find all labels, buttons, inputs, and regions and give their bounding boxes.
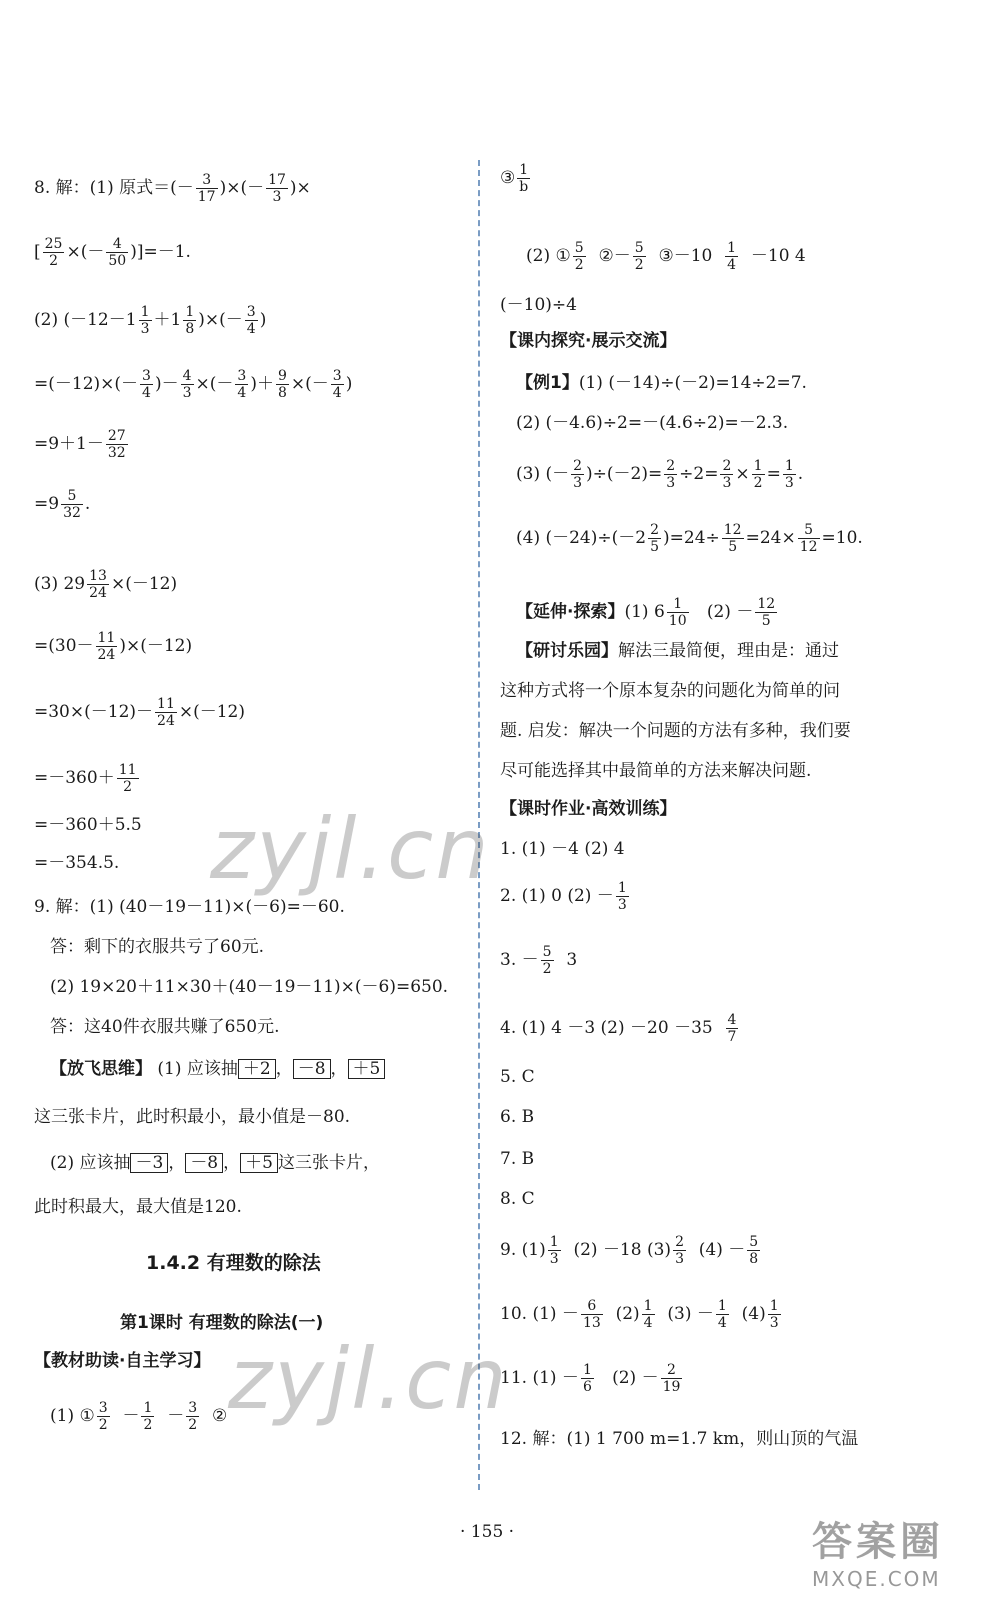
hw-11: 11. (1) － $\frac{1}{6}$ (2) － $\frac{2}{19}$ — [500, 1362, 681, 1395]
site-logo — [812, 1510, 982, 1591]
example-label: 【例1】 — [516, 373, 579, 393]
p2-line2: =(－12)×(－ $\frac{3}{4}$ )－ $\frac{4}{3}$ ×(－ $\frac{3}{4}$ )＋ $\frac{9}{8}$ ×(－ $\frac{3}{4}$ ) — [34, 368, 353, 401]
fangfei-line3: (2) 应该抽 －3 ， －8 ， ＋5 这三张卡片， — [50, 1153, 380, 1173]
q9-part2: (2) 19×20＋11×30＋(40－19－11)×(－6)=650. — [50, 977, 449, 997]
watermark: zyjl.cn — [228, 1330, 509, 1428]
hw-4: 4. (1) 4 －3 (2) －20 －35 $\frac{4}{7}$ — [500, 1012, 737, 1045]
logo-url: MXQE.COM — [812, 1567, 941, 1591]
hw-8: 8. C — [500, 1189, 535, 1209]
keshi-label: 【课时作业·高效训练】 — [500, 799, 677, 819]
section-title: 1.4.2 有理数的除法 — [146, 1252, 321, 1274]
q9-answer2: 答：这40件衣服共赚了650元. — [50, 1017, 280, 1037]
page-number: · 155 · — [460, 1522, 515, 1542]
card-box: －8 — [293, 1059, 331, 1079]
hw-9: 9. (1) $\frac{1}{3}$ (2) －18 (3) $\frac{2}{3}$ (4) － $\frac{5}{8}$ — [500, 1234, 759, 1267]
logo-title: 答案圈 — [812, 1519, 944, 1565]
yantao-line4: 尽可能选择其中最简单的方法来解决问题. — [500, 761, 812, 781]
p3-line4: =－360＋ $\frac{11}{2}$ — [34, 762, 137, 795]
r-line3: (－10)÷4 — [500, 295, 577, 315]
q8-line1: 8. 解：(1) 原式＝(－ $\frac{3}{17}$ )×(－ $\frac{17}{3}$ )× — [34, 172, 311, 205]
kenei-label: 【课内探究·展示交流】 — [500, 331, 677, 351]
r-line2: (2) ① $\frac{5}{2}$ ②－ $\frac{5}{2}$ ③－10 $\frac{1}{4}$ －10 4 — [526, 240, 806, 273]
jiaocai-line1: (1) ① $\frac{3}{2}$ － $\frac{1}{2}$ － $\frac{3}{2}$ ② — [50, 1400, 228, 1433]
hw-7: 7. B — [500, 1149, 535, 1169]
yantao-label: 【研讨乐园】 — [516, 641, 618, 661]
hw-5: 5. C — [500, 1067, 535, 1087]
p3-line6: =－354.5. — [34, 853, 120, 873]
watermark: zyjl.cn — [210, 800, 491, 898]
fangfei-line1: 【放飞思维】 (1) 应该抽 ＋2 ， －8 ， ＋5 — [50, 1058, 385, 1080]
example1-line2: (2) (－4.6)÷2=－(4.6÷2)=－2.3. — [516, 413, 789, 433]
fangfei-line4: 此时积最大，最大值是120. — [34, 1197, 242, 1217]
yanshen-line: 【延伸·探索】(1) 6 $\frac{1}{10}$ (2) － $\frac{12}{5}$ — [516, 596, 776, 629]
q9-answer1: 答：剩下的衣服共亏了60元. — [50, 937, 265, 957]
yanshen-label: 【延伸·探索】 — [516, 602, 625, 622]
hw-2: 2. (1) 0 (2) － $\frac{1}{3}$ — [500, 880, 627, 913]
hw-12: 12. 解：(1) 1 700 m=1.7 km，则山顶的气温 — [500, 1429, 859, 1449]
card-box: －3 — [130, 1153, 168, 1173]
p2-line1: (2) (－12－1 $\frac{1}{3}$ ＋1 $\frac{1}{8}$ )×(－ $\frac{3}{4}$ ) — [34, 304, 267, 337]
fangfei-label: 【放飞思维】 — [50, 1059, 152, 1079]
card-box: ＋5 — [240, 1153, 278, 1173]
jiaocai-label: 【教材助读·自主学习】 — [34, 1351, 211, 1371]
p3-line3: =30×(－12)－ $\frac{11}{24}$ ×(－12) — [34, 696, 245, 729]
yantao-line1: 【研讨乐园】解法三最简便，理由是：通过 — [516, 641, 839, 661]
p2-line4: =9 $\frac{5}{32}$ . — [34, 488, 91, 521]
card-box: ＋2 — [238, 1059, 276, 1079]
example1-line4: (4) (－24)÷(－2 $\frac{2}{5}$ )=24÷ $\frac{12}{5}$ =24× $\frac{5}{12}$ =10. — [516, 522, 863, 555]
hw-1: 1. (1) －4 (2) 4 — [500, 839, 625, 859]
hw-3: 3. － $\frac{5}{2}$ 3 — [500, 944, 578, 977]
q8-line2: [ $\frac{25}{2}$ ×(－ $\frac{4}{50}$ )]=－1. — [34, 236, 191, 269]
p3-line1: (3) 29 $\frac{13}{24}$ ×(－12) — [34, 568, 178, 601]
q9-part1: 9. 解：(1) (40－19－11)×(－6)=－60. — [34, 897, 345, 917]
p2-line3: =9＋1－ $\frac{27}{32}$ — [34, 428, 126, 461]
lesson-title: 第1课时 有理数的除法(一) — [120, 1313, 324, 1333]
p3-line5: =－360＋5.5 — [34, 815, 142, 835]
hw-6: 6. B — [500, 1107, 535, 1127]
card-box: －8 — [185, 1153, 223, 1173]
card-box: ＋5 — [348, 1059, 386, 1079]
fangfei-line2: 这三张卡片，此时积最小，最小值是－80. — [34, 1107, 351, 1127]
yantao-line3: 题. 启发：解决一个问题的方法有多种，我们要 — [500, 721, 851, 741]
r-line1: ③ $\frac{1}{b}$ — [500, 162, 529, 195]
example1-line1: 【例1】(1) (－14)÷(－2)=14÷2=7. — [516, 373, 807, 393]
hw-10: 10. (1) － $\frac{6}{13}$ (2) $\frac{1}{4}$ (3) － $\frac{1}{4}$ (4) $\frac{1}{3}$ — [500, 1298, 779, 1331]
example1-line3: (3) (－ $\frac{2}{3}$ )÷(－2)= $\frac{2}{3}$ ÷2= $\frac{2}{3}$ × $\frac{1}{2}$ = $\frac{1}{3}$ . — [516, 458, 804, 491]
yantao-line2: 这种方式将一个原本复杂的问题化为简单的问 — [500, 681, 840, 701]
p3-line2: =(30－ $\frac{11}{24}$ )×(－12) — [34, 630, 193, 663]
